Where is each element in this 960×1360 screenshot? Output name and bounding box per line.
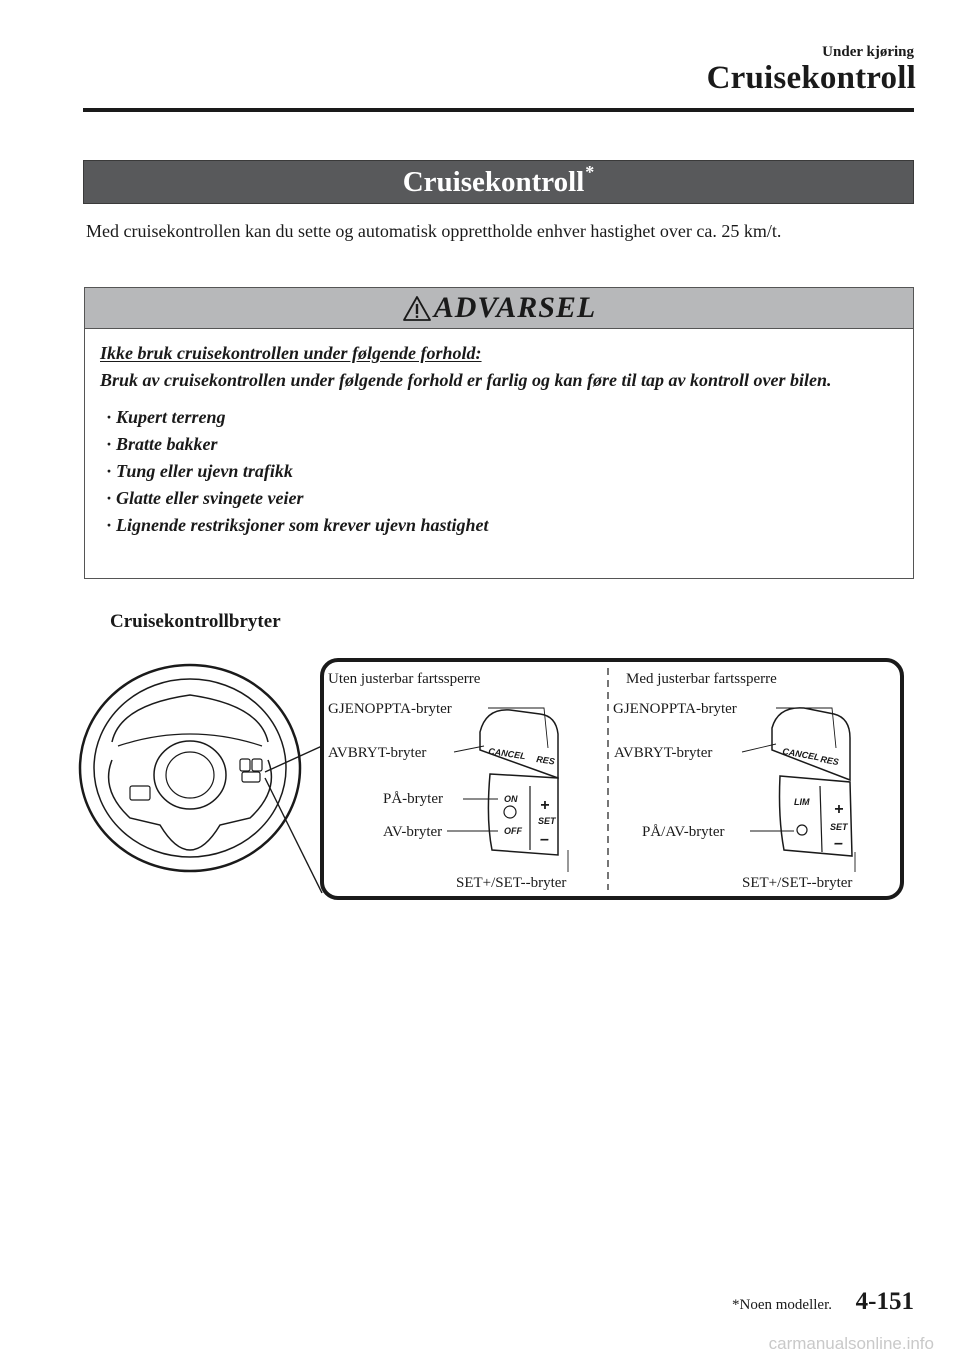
warning-list [100, 404, 900, 539]
watermark: carmanualsonline.info [768, 1334, 934, 1353]
label-onoff-switch: PÅ/AV-bryter [642, 824, 725, 840]
button-off: OFF [504, 826, 522, 836]
intro-paragraph: Med cruisekontrollen kan du sette og automatisk opprettholde enhver hastighet over ca. 25 km/t. [86, 221, 782, 241]
right-panel-heading: Med justerbar fartssperre [626, 671, 777, 687]
button-res: RES [535, 754, 556, 767]
steering-wheel-illustration [80, 665, 322, 893]
label-resume-switch: GJENOPPTA-bryter [328, 701, 452, 717]
warning-header [85, 288, 913, 329]
button-plus: + [540, 797, 550, 814]
label-off-switch: AV-bryter [383, 824, 443, 840]
figure-title: Cruisekontrollbryter [110, 611, 281, 632]
button-set: SET [830, 822, 848, 832]
warning-list-item: · Lignende restriksjoner som krever ujevn hastighet [100, 512, 900, 539]
section-header [83, 160, 914, 204]
label-set-switch: SET+/SET--bryter [742, 875, 853, 891]
label-set-switch: SET+/SET--bryter [456, 875, 567, 891]
button-cancel: CANCEL [781, 746, 821, 763]
warning-list-item: · Kupert terreng [100, 404, 900, 431]
button-res: RES [819, 754, 840, 768]
footnote: *Noen modeller. [732, 1297, 832, 1313]
button-cancel: CANCEL [487, 746, 527, 762]
warning-text: Bruk av cruisekontrollen under følgende forhold er farlig og kan føre til tap av kontroll over bilen. [100, 370, 832, 390]
label-on-switch: PÅ-bryter [383, 791, 443, 807]
warning-body [100, 340, 900, 539]
label-cancel-switch: AVBRYT-bryter [614, 745, 713, 761]
warning-box [84, 287, 914, 579]
button-on: ON [504, 794, 518, 804]
warning-triangle-icon [402, 295, 432, 322]
label-resume-switch: GJENOPPTA-bryter [613, 701, 737, 717]
warning-heading: ADVARSEL [433, 291, 597, 324]
button-minus: – [834, 835, 843, 852]
button-lim: LIM [794, 797, 810, 807]
button-minus: – [540, 831, 549, 848]
left-panel-heading: Uten justerbar fartssperre [328, 671, 481, 687]
button-plus: + [834, 801, 844, 818]
header-rule [83, 108, 914, 112]
section-footnote-marker: * [585, 161, 595, 182]
running-header-title: Cruisekontroll [706, 60, 916, 96]
button-set: SET [538, 816, 556, 826]
section-title: Cruisekontroll [402, 165, 585, 198]
cruise-control-switch-figure [60, 650, 910, 910]
warning-list-item: · Tung eller ujevn trafikk [100, 458, 900, 485]
warning-list-item: · Bratte bakker [100, 431, 900, 458]
warning-list-item: · Glatte eller svingete veier [100, 485, 900, 512]
page-number: 4-151 [855, 1288, 914, 1315]
warning-lead: Ikke bruk cruisekontrollen under følgende forhold: [100, 343, 482, 363]
label-cancel-switch: AVBRYT-bryter [328, 745, 427, 761]
running-header-chapter: Under kjøring [822, 44, 914, 60]
